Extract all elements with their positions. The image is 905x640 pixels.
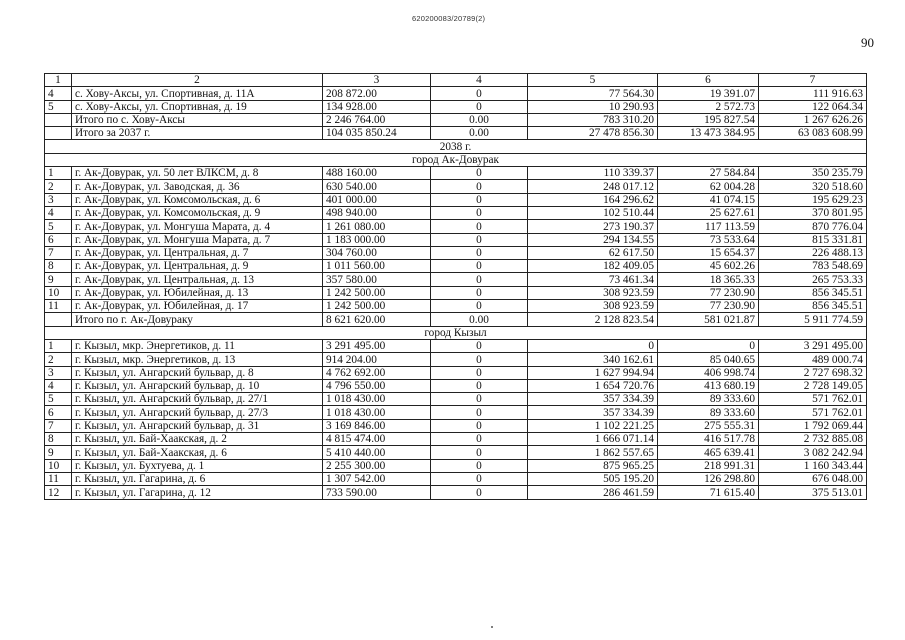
table-row bbox=[45, 339, 867, 352]
cell-c7: 815 331.81 bbox=[759, 233, 867, 246]
cell-c5: 286 461.59 bbox=[528, 486, 658, 499]
cell-c4: 0 bbox=[431, 486, 528, 499]
year-heading-row bbox=[45, 140, 867, 153]
table-row bbox=[45, 273, 867, 286]
column-header: 1 bbox=[45, 74, 72, 87]
cell-c5: 308 923.59 bbox=[528, 286, 658, 299]
cell-c3: 4 796 550.00 bbox=[323, 379, 431, 392]
cell-c4: 0 bbox=[431, 260, 528, 273]
cell-addr: Итого за 2037 г. bbox=[72, 127, 323, 140]
cell-no: 10 bbox=[45, 286, 72, 299]
cell-c5: 357 334.39 bbox=[528, 393, 658, 406]
cell-c6: 416 517.78 bbox=[658, 433, 759, 446]
document-code: 620200083/20789(2) bbox=[412, 14, 486, 23]
cell-c6: 0 bbox=[658, 339, 759, 352]
cell-no: 9 bbox=[45, 273, 72, 286]
cell-addr: г. Кызыл, ул. Гагарина, д. 12 bbox=[72, 486, 323, 499]
cell-c7: 226 488.13 bbox=[759, 246, 867, 259]
cell-c7: 2 732 885.08 bbox=[759, 433, 867, 446]
cell-c6: 126 298.80 bbox=[658, 472, 759, 485]
subtotal-row bbox=[45, 313, 867, 326]
cell-addr: г. Ак-Довурак, ул. Комсомольская, д. 6 bbox=[72, 193, 323, 206]
cell-c7: 320 518.60 bbox=[759, 180, 867, 193]
cell-c4: 0 bbox=[431, 233, 528, 246]
cell-c4: 0 bbox=[431, 472, 528, 485]
scan-speck bbox=[491, 626, 493, 628]
cell-c7: 783 548.69 bbox=[759, 260, 867, 273]
column-header: 5 bbox=[528, 74, 658, 87]
cell-c3: 4 762 692.00 bbox=[323, 366, 431, 379]
cell-c3: 1 261 080.00 bbox=[323, 220, 431, 233]
column-header-row bbox=[45, 74, 867, 87]
cell-c5: 273 190.37 bbox=[528, 220, 658, 233]
cell-addr: г. Ак-Довурак, ул. Юбилейная, д. 17 bbox=[72, 300, 323, 313]
table-row bbox=[45, 220, 867, 233]
cell-addr: г. Ак-Довурак, ул. Монгуша Марата, д. 4 bbox=[72, 220, 323, 233]
cell-c7: 489 000.74 bbox=[759, 353, 867, 366]
cell-c6: 62 004.28 bbox=[658, 180, 759, 193]
cell-c5: 2 128 823.54 bbox=[528, 313, 658, 326]
table-row bbox=[45, 459, 867, 472]
table-row bbox=[45, 419, 867, 432]
cell-no: 3 bbox=[45, 193, 72, 206]
cell-no: 8 bbox=[45, 260, 72, 273]
cell-c6: 77 230.90 bbox=[658, 300, 759, 313]
cell-c3: 357 580.00 bbox=[323, 273, 431, 286]
cell-c3: 3 291 495.00 bbox=[323, 339, 431, 352]
town-heading: город Ак-Довурак bbox=[45, 153, 867, 166]
cell-no: 2 bbox=[45, 353, 72, 366]
cell-c4: 0 bbox=[431, 286, 528, 299]
cell-addr: г. Кызыл, мкр. Энергетиков, д. 13 bbox=[72, 353, 323, 366]
table-row bbox=[45, 366, 867, 379]
cell-addr: г. Кызыл, ул. Гагарина, д. 6 bbox=[72, 472, 323, 485]
cell-addr: г. Ак-Довурак, ул. 50 лет ВЛКСМ, д. 8 bbox=[72, 167, 323, 180]
cell-c4: 0 bbox=[431, 433, 528, 446]
cell-addr: г. Кызыл, ул. Ангарский бульвар, д. 27/3 bbox=[72, 406, 323, 419]
cell-c6: 218 991.31 bbox=[658, 459, 759, 472]
cell-no bbox=[45, 127, 72, 140]
table-row bbox=[45, 260, 867, 273]
cell-c5: 248 017.12 bbox=[528, 180, 658, 193]
town-heading: город Кызыл bbox=[45, 326, 867, 339]
cell-c3: 3 169 846.00 bbox=[323, 419, 431, 432]
cell-c3: 8 621 620.00 bbox=[323, 313, 431, 326]
cell-c3: 208 872.00 bbox=[323, 87, 431, 100]
cell-c7: 63 083 608.99 bbox=[759, 127, 867, 140]
cell-c5: 77 564.30 bbox=[528, 87, 658, 100]
cell-addr: г. Ак-Довурак, ул. Центральная, д. 7 bbox=[72, 246, 323, 259]
cell-no: 2 bbox=[45, 180, 72, 193]
table-row bbox=[45, 167, 867, 180]
cell-addr: г. Кызыл, ул. Ангарский бульвар, д. 27/1 bbox=[72, 393, 323, 406]
cell-c5: 102 510.44 bbox=[528, 206, 658, 219]
table-row bbox=[45, 433, 867, 446]
cell-c4: 0 bbox=[431, 180, 528, 193]
cell-no: 5 bbox=[45, 220, 72, 233]
cell-c4: 0 bbox=[431, 366, 528, 379]
subtotal-row bbox=[45, 113, 867, 126]
cell-c4: 0 bbox=[431, 273, 528, 286]
cell-c7: 350 235.79 bbox=[759, 167, 867, 180]
cell-c6: 13 473 384.95 bbox=[658, 127, 759, 140]
cell-c7: 1 267 626.26 bbox=[759, 113, 867, 126]
cell-c4: 0 bbox=[431, 379, 528, 392]
cell-c3: 1 018 430.00 bbox=[323, 406, 431, 419]
cell-c5: 27 478 856.30 bbox=[528, 127, 658, 140]
cell-c5: 783 310.20 bbox=[528, 113, 658, 126]
table-row bbox=[45, 233, 867, 246]
cell-no: 5 bbox=[45, 100, 72, 113]
cell-c3: 1 011 560.00 bbox=[323, 260, 431, 273]
cell-no: 4 bbox=[45, 87, 72, 100]
cell-addr: г. Кызыл, ул. Ангарский бульвар, д. 10 bbox=[72, 379, 323, 392]
cell-c6: 15 654.37 bbox=[658, 246, 759, 259]
cell-no: 1 bbox=[45, 167, 72, 180]
table-row bbox=[45, 180, 867, 193]
column-header: 7 bbox=[759, 74, 867, 87]
cell-c6: 27 584.84 bbox=[658, 167, 759, 180]
cell-addr: Итого по г. Ак-Довураку bbox=[72, 313, 323, 326]
cell-c3: 134 928.00 bbox=[323, 100, 431, 113]
cell-c5: 164 296.62 bbox=[528, 193, 658, 206]
cell-c3: 104 035 850.24 bbox=[323, 127, 431, 140]
table-row bbox=[45, 100, 867, 113]
cell-addr: г. Кызыл, мкр. Энергетиков, д. 11 bbox=[72, 339, 323, 352]
cell-c4: 0.00 bbox=[431, 313, 528, 326]
cell-c7: 370 801.95 bbox=[759, 206, 867, 219]
cell-addr: г. Кызыл, ул. Бай-Хаакская, д. 2 bbox=[72, 433, 323, 446]
cell-c7: 571 762.01 bbox=[759, 406, 867, 419]
cell-c4: 0 bbox=[431, 206, 528, 219]
cell-addr: г. Кызыл, ул. Ангарский бульвар, д. 31 bbox=[72, 419, 323, 432]
cell-c7: 111 916.63 bbox=[759, 87, 867, 100]
cell-c6: 89 333.60 bbox=[658, 406, 759, 419]
subtotal-row bbox=[45, 127, 867, 140]
cell-c7: 5 911 774.59 bbox=[759, 313, 867, 326]
cell-c6: 73 533.64 bbox=[658, 233, 759, 246]
cell-c4: 0 bbox=[431, 406, 528, 419]
cell-c7: 676 048.00 bbox=[759, 472, 867, 485]
cell-c7: 122 064.34 bbox=[759, 100, 867, 113]
cell-no: 4 bbox=[45, 206, 72, 219]
cell-c6: 89 333.60 bbox=[658, 393, 759, 406]
cell-c7: 2 727 698.32 bbox=[759, 366, 867, 379]
cell-c3: 1 242 500.00 bbox=[323, 300, 431, 313]
table-row bbox=[45, 406, 867, 419]
column-header: 2 bbox=[72, 74, 323, 87]
cell-no: 9 bbox=[45, 446, 72, 459]
cell-c4: 0 bbox=[431, 167, 528, 180]
cell-no: 10 bbox=[45, 459, 72, 472]
cell-addr: г. Кызыл, ул. Бай-Хаакская, д. 6 bbox=[72, 446, 323, 459]
cell-c3: 498 940.00 bbox=[323, 206, 431, 219]
cell-c3: 2 255 300.00 bbox=[323, 459, 431, 472]
cell-c4: 0 bbox=[431, 193, 528, 206]
table-row bbox=[45, 300, 867, 313]
cell-c6: 41 074.15 bbox=[658, 193, 759, 206]
cell-addr: Итого по с. Хову-Аксы bbox=[72, 113, 323, 126]
table-row bbox=[45, 393, 867, 406]
town-heading-row bbox=[45, 326, 867, 339]
cell-c7: 2 728 149.05 bbox=[759, 379, 867, 392]
cell-c6: 25 627.61 bbox=[658, 206, 759, 219]
cell-c6: 275 555.31 bbox=[658, 419, 759, 432]
cell-c4: 0 bbox=[431, 419, 528, 432]
cell-c6: 45 602.26 bbox=[658, 260, 759, 273]
cell-c7: 3 291 495.00 bbox=[759, 339, 867, 352]
table-row bbox=[45, 472, 867, 485]
cell-c6: 581 021.87 bbox=[658, 313, 759, 326]
cell-addr: г. Ак-Довурак, ул. Монгуша Марата, д. 7 bbox=[72, 233, 323, 246]
cell-c5: 505 195.20 bbox=[528, 472, 658, 485]
cell-no: 12 bbox=[45, 486, 72, 499]
cell-c4: 0.00 bbox=[431, 127, 528, 140]
cell-c5: 1 862 557.65 bbox=[528, 446, 658, 459]
cell-c5: 294 134.55 bbox=[528, 233, 658, 246]
table-row bbox=[45, 379, 867, 392]
table-row bbox=[45, 353, 867, 366]
cell-c7: 856 345.51 bbox=[759, 300, 867, 313]
data-table bbox=[44, 73, 867, 500]
cell-c6: 117 113.59 bbox=[658, 220, 759, 233]
cell-c5: 1 666 071.14 bbox=[528, 433, 658, 446]
cell-c5: 340 162.61 bbox=[528, 353, 658, 366]
cell-c3: 5 410 440.00 bbox=[323, 446, 431, 459]
cell-c6: 71 615.40 bbox=[658, 486, 759, 499]
cell-c7: 195 629.23 bbox=[759, 193, 867, 206]
cell-c7: 1 792 069.44 bbox=[759, 419, 867, 432]
cell-no: 11 bbox=[45, 472, 72, 485]
cell-no: 5 bbox=[45, 393, 72, 406]
cell-c7: 571 762.01 bbox=[759, 393, 867, 406]
cell-c4: 0 bbox=[431, 446, 528, 459]
cell-c4: 0 bbox=[431, 246, 528, 259]
cell-c5: 308 923.59 bbox=[528, 300, 658, 313]
cell-addr: с. Хову-Аксы, ул. Спортивная, д. 19 bbox=[72, 100, 323, 113]
cell-c5: 0 bbox=[528, 339, 658, 352]
cell-c7: 1 160 343.44 bbox=[759, 459, 867, 472]
cell-c7: 856 345.51 bbox=[759, 286, 867, 299]
table-row bbox=[45, 87, 867, 100]
cell-c6: 465 639.41 bbox=[658, 446, 759, 459]
cell-no: 6 bbox=[45, 406, 72, 419]
cell-c3: 2 246 764.00 bbox=[323, 113, 431, 126]
cell-no: 7 bbox=[45, 246, 72, 259]
cell-c6: 413 680.19 bbox=[658, 379, 759, 392]
cell-no: 3 bbox=[45, 366, 72, 379]
cell-c3: 488 160.00 bbox=[323, 167, 431, 180]
cell-c5: 875 965.25 bbox=[528, 459, 658, 472]
cell-no bbox=[45, 113, 72, 126]
cell-c3: 4 815 474.00 bbox=[323, 433, 431, 446]
cell-c5: 357 334.39 bbox=[528, 406, 658, 419]
cell-c5: 182 409.05 bbox=[528, 260, 658, 273]
cell-c3: 733 590.00 bbox=[323, 486, 431, 499]
cell-c4: 0 bbox=[431, 220, 528, 233]
column-header: 6 bbox=[658, 74, 759, 87]
table-row bbox=[45, 286, 867, 299]
cell-c4: 0 bbox=[431, 353, 528, 366]
cell-c6: 18 365.33 bbox=[658, 273, 759, 286]
cell-c6: 195 827.54 bbox=[658, 113, 759, 126]
cell-c3: 401 000.00 bbox=[323, 193, 431, 206]
cell-c3: 1 307 542.00 bbox=[323, 472, 431, 485]
cell-c3: 1 183 000.00 bbox=[323, 233, 431, 246]
cell-c3: 630 540.00 bbox=[323, 180, 431, 193]
cell-c5: 62 617.50 bbox=[528, 246, 658, 259]
cell-c3: 914 204.00 bbox=[323, 353, 431, 366]
cell-c4: 0 bbox=[431, 393, 528, 406]
cell-c4: 0 bbox=[431, 87, 528, 100]
cell-no: 8 bbox=[45, 433, 72, 446]
cell-c4: 0 bbox=[431, 339, 528, 352]
cell-addr: г. Кызыл, ул. Бухтуева, д. 1 bbox=[72, 459, 323, 472]
cell-addr: с. Хову-Аксы, ул. Спортивная, д. 11А bbox=[72, 87, 323, 100]
cell-c6: 77 230.90 bbox=[658, 286, 759, 299]
cell-no: 1 bbox=[45, 339, 72, 352]
cell-c6: 85 040.65 bbox=[658, 353, 759, 366]
cell-addr: г. Кызыл, ул. Ангарский бульвар, д. 8 bbox=[72, 366, 323, 379]
cell-c7: 3 082 242.94 bbox=[759, 446, 867, 459]
cell-c4: 0 bbox=[431, 100, 528, 113]
cell-addr: г. Ак-Довурак, ул. Центральная, д. 13 bbox=[72, 273, 323, 286]
cell-c3: 1 018 430.00 bbox=[323, 393, 431, 406]
cell-c7: 375 513.01 bbox=[759, 486, 867, 499]
page-number: 90 bbox=[861, 35, 874, 50]
cell-no: 4 bbox=[45, 379, 72, 392]
cell-c6: 2 572.73 bbox=[658, 100, 759, 113]
town-heading-row bbox=[45, 153, 867, 166]
cell-c6: 406 998.74 bbox=[658, 366, 759, 379]
cell-c5: 1 102 221.25 bbox=[528, 419, 658, 432]
table-row bbox=[45, 206, 867, 219]
column-header: 3 bbox=[323, 74, 431, 87]
cell-addr: г. Ак-Довурак, ул. Заводская, д. 36 bbox=[72, 180, 323, 193]
cell-c3: 1 242 500.00 bbox=[323, 286, 431, 299]
cell-c5: 1 627 994.94 bbox=[528, 366, 658, 379]
cell-no bbox=[45, 313, 72, 326]
cell-no: 7 bbox=[45, 419, 72, 432]
year-heading: 2038 г. bbox=[45, 140, 867, 153]
cell-no: 6 bbox=[45, 233, 72, 246]
table-row bbox=[45, 193, 867, 206]
cell-c4: 0 bbox=[431, 300, 528, 313]
table-row bbox=[45, 446, 867, 459]
cell-c5: 110 339.37 bbox=[528, 167, 658, 180]
cell-addr: г. Ак-Довурак, ул. Центральная, д. 9 bbox=[72, 260, 323, 273]
cell-c4: 0 bbox=[431, 459, 528, 472]
table-row bbox=[45, 246, 867, 259]
cell-c7: 870 776.04 bbox=[759, 220, 867, 233]
cell-c6: 19 391.07 bbox=[658, 87, 759, 100]
cell-c5: 73 461.34 bbox=[528, 273, 658, 286]
cell-c5: 1 654 720.76 bbox=[528, 379, 658, 392]
cell-addr: г. Ак-Довурак, ул. Юбилейная, д. 13 bbox=[72, 286, 323, 299]
cell-c3: 304 760.00 bbox=[323, 246, 431, 259]
column-header: 4 bbox=[431, 74, 528, 87]
cell-c4: 0.00 bbox=[431, 113, 528, 126]
cell-no: 11 bbox=[45, 300, 72, 313]
table-row bbox=[45, 486, 867, 499]
cell-addr: г. Ак-Довурак, ул. Комсомольская, д. 9 bbox=[72, 206, 323, 219]
cell-c5: 10 290.93 bbox=[528, 100, 658, 113]
cell-c7: 265 753.33 bbox=[759, 273, 867, 286]
